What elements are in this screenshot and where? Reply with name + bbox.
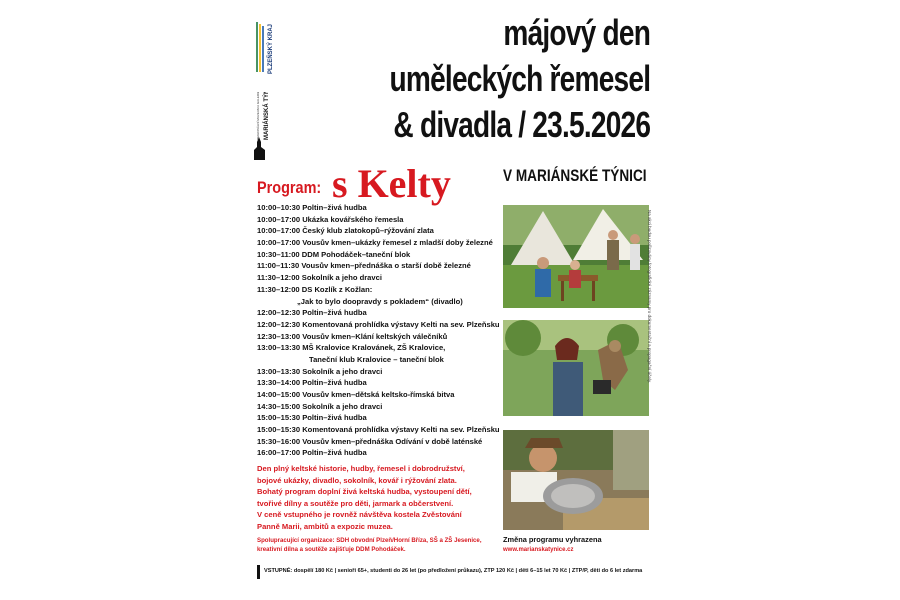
- schedule-activity: Český klub zlatokopů–rýžování zlata: [302, 226, 434, 236]
- schedule-activity: DS Kozlík z Kožlan:: [301, 284, 373, 294]
- schedule-time: 14:30–15:00: [257, 401, 301, 411]
- description-line: V ceně vstupného je rovněž návštěva kostela Zvěstování: [257, 510, 462, 520]
- schedule-time: 15:00–15:30: [257, 413, 301, 423]
- schedule-activity: Poltin–živá hudba: [302, 413, 367, 423]
- schedule-activity: Vousův kmen–přednáška o starší době železné: [301, 261, 471, 271]
- schedule-time: 14:00–15:00: [257, 390, 301, 399]
- schedule-row: [257, 424, 507, 436]
- schedule-row: [257, 319, 507, 331]
- schedule-time: 12:30–13:00: [257, 331, 301, 341]
- schedule-row: [257, 342, 507, 354]
- place-heading: V MARIÁNSKÉ TÝNICI: [503, 166, 647, 185]
- schedule-activity: MŠ Kralovice Kralovánek, ZŠ Kralovice,: [302, 343, 446, 353]
- description-line: Den plný keltské historie, hudby, řemesel i dobrodružství,: [257, 464, 465, 473]
- admission-prices: VSTUPNÉ: dospělí 180 Kč | senioři 65+, studenti do 26 let (po předložení průkazu), ZTP 120 Kč | děti 6–15 let 70 Kč | ZTP/P, děti do 6 let zdarma: [264, 568, 643, 574]
- schedule-time: 13:00–13:30: [257, 366, 301, 376]
- schedule-activity: Poltin–živá hudba: [302, 308, 367, 318]
- description-line: bojové ukázky, divadlo, sokolník, kovář i rýžování zlata.: [257, 475, 457, 485]
- program-schedule: [257, 202, 507, 459]
- photo-credit-text: Na akci budou pořizovány fotografické záznamy pro dokumentační a propagační účely.: [647, 210, 652, 384]
- schedule-activity: „Jak to bylo doopravdy s pokladem“ (divadlo): [297, 296, 463, 306]
- schedule-activity: Sokolník a jeho dravci: [301, 273, 382, 283]
- photo-celtic-camp: [503, 205, 649, 308]
- cooperation-note: [257, 536, 502, 554]
- schedule-row: [257, 296, 507, 308]
- marianska-tynice-logo: [252, 92, 278, 162]
- schedule-row: [257, 307, 507, 319]
- schedule-row: [257, 447, 507, 459]
- cooperation-line: Spolupracující organizace: SDH obvodní Plzeň/Horní Bříza, SŠ a ZŠ Jesenice,: [257, 537, 482, 544]
- description-line: tvořivé dílny a soutěže pro děti, jarmark a občerstvení.: [257, 498, 454, 508]
- schedule-time: 15:00–15:30: [257, 425, 301, 435]
- schedule-row: [257, 260, 507, 272]
- schedule-row: [257, 366, 507, 378]
- schedule-time: 10:00–10:30: [257, 203, 301, 212]
- title-line-3: & divadla / 23.5.2026: [393, 104, 650, 145]
- schedule-time: 12:00–12:30: [257, 308, 301, 318]
- schedule-time: 16:00–17:00: [257, 448, 301, 458]
- title-line-1: májový den: [503, 12, 650, 53]
- schedule-time: 13:00–13:30: [257, 343, 301, 353]
- description-line: Panně Marii, ambitů a expozic muzea.: [257, 521, 393, 531]
- photo-gold-panning: [503, 430, 649, 530]
- schedule-time: 11:00–11:30: [257, 261, 300, 271]
- photo-credit: [647, 210, 660, 390]
- schedule-row: [257, 272, 507, 284]
- cooperation-line: kreativní dílna a soutěže zajišťuje DDM Pohodáček.: [257, 546, 406, 553]
- schedule-time: 10:00–17:00: [257, 226, 301, 236]
- schedule-time: 15:30–16:00: [257, 436, 301, 446]
- schedule-row: [257, 225, 507, 237]
- schedule-activity: Komentovaná prohlídka výstavy Kelti na sev. Plzeňsku: [302, 425, 500, 435]
- schedule-time: 10:00–17:00: [257, 238, 301, 248]
- schedule-row: [257, 389, 507, 401]
- photo-falconer: [503, 320, 649, 416]
- schedule-time: 13:30–14:00: [257, 378, 301, 388]
- schedule-activity: Vousův kmen–dětská keltsko-římská bitva: [302, 390, 455, 399]
- kelty-heading: s Kelty: [332, 161, 451, 206]
- description-line: Bohatý program doplní živá keltská hudba, vystoupení dětí,: [257, 487, 472, 497]
- event-description: [257, 463, 502, 533]
- schedule-activity: Vousův kmen–ukázky řemesel z mladší doby železné: [302, 238, 493, 248]
- kraj-logo-text: PLZEŇSKÝ KRAJ: [268, 23, 274, 74]
- schedule-row: [257, 412, 507, 424]
- schedule-time: 10:00–17:00: [257, 214, 301, 224]
- schedule-row: [257, 214, 507, 226]
- schedule-time: 11:30–12:00: [257, 273, 300, 283]
- schedule-activity: Poltin–živá hudba: [302, 448, 367, 458]
- schedule-activity: Komentovaná prohlídka výstavy Kelti na sev. Plzeňsku: [302, 319, 500, 329]
- schedule-activity: Vousův kmen–přednáška Odívání v době laténské: [302, 436, 483, 446]
- schedule-row: [257, 436, 507, 448]
- schedule-row: [257, 249, 507, 261]
- schedule-activity: Sokolník a jeho dravci: [302, 401, 383, 411]
- program-change-note: Změna programu vyhrazena: [503, 535, 602, 544]
- schedule-time: 10:30–11:00: [257, 249, 300, 259]
- schedule-row: [257, 202, 507, 214]
- schedule-activity: Taneční klub Kralovice – taneční blok: [309, 354, 444, 364]
- plzensky-kraj-logo: [252, 18, 278, 76]
- schedule-row: [257, 354, 507, 366]
- tynice-logo-small-text: REGIONÁLNÍ MUZEUM A GALERIE: [256, 92, 260, 140]
- schedule-row: [257, 284, 507, 296]
- schedule-row: [257, 401, 507, 413]
- website-link[interactable]: www.marianskatynice.cz: [503, 547, 574, 553]
- schedule-activity: DDM Pohodáček–taneční blok: [301, 249, 411, 259]
- schedule-row: [257, 377, 507, 389]
- schedule-activity: Vousův kmen–Klání keltských válečníků: [302, 331, 448, 341]
- schedule-row: [257, 237, 507, 249]
- schedule-activity: Poltin–živá hudba: [302, 378, 367, 388]
- title-line-2: uměleckých řemesel: [389, 58, 650, 99]
- tynice-logo-text: MARIÁNSKÁ TÝNICE: [264, 92, 270, 140]
- schedule-activity: Sokolník a jeho dravci: [302, 366, 383, 376]
- schedule-activity: Poltin–živá hudba: [302, 203, 367, 212]
- program-heading: Program:: [257, 178, 322, 197]
- schedule-time: 12:00–12:30: [257, 319, 301, 329]
- schedule-activity: Ukázka kovářského řemesla: [302, 214, 404, 224]
- footer-bar: [257, 565, 260, 579]
- schedule-time: 11:30–12:00: [257, 284, 300, 294]
- schedule-row: [257, 331, 507, 343]
